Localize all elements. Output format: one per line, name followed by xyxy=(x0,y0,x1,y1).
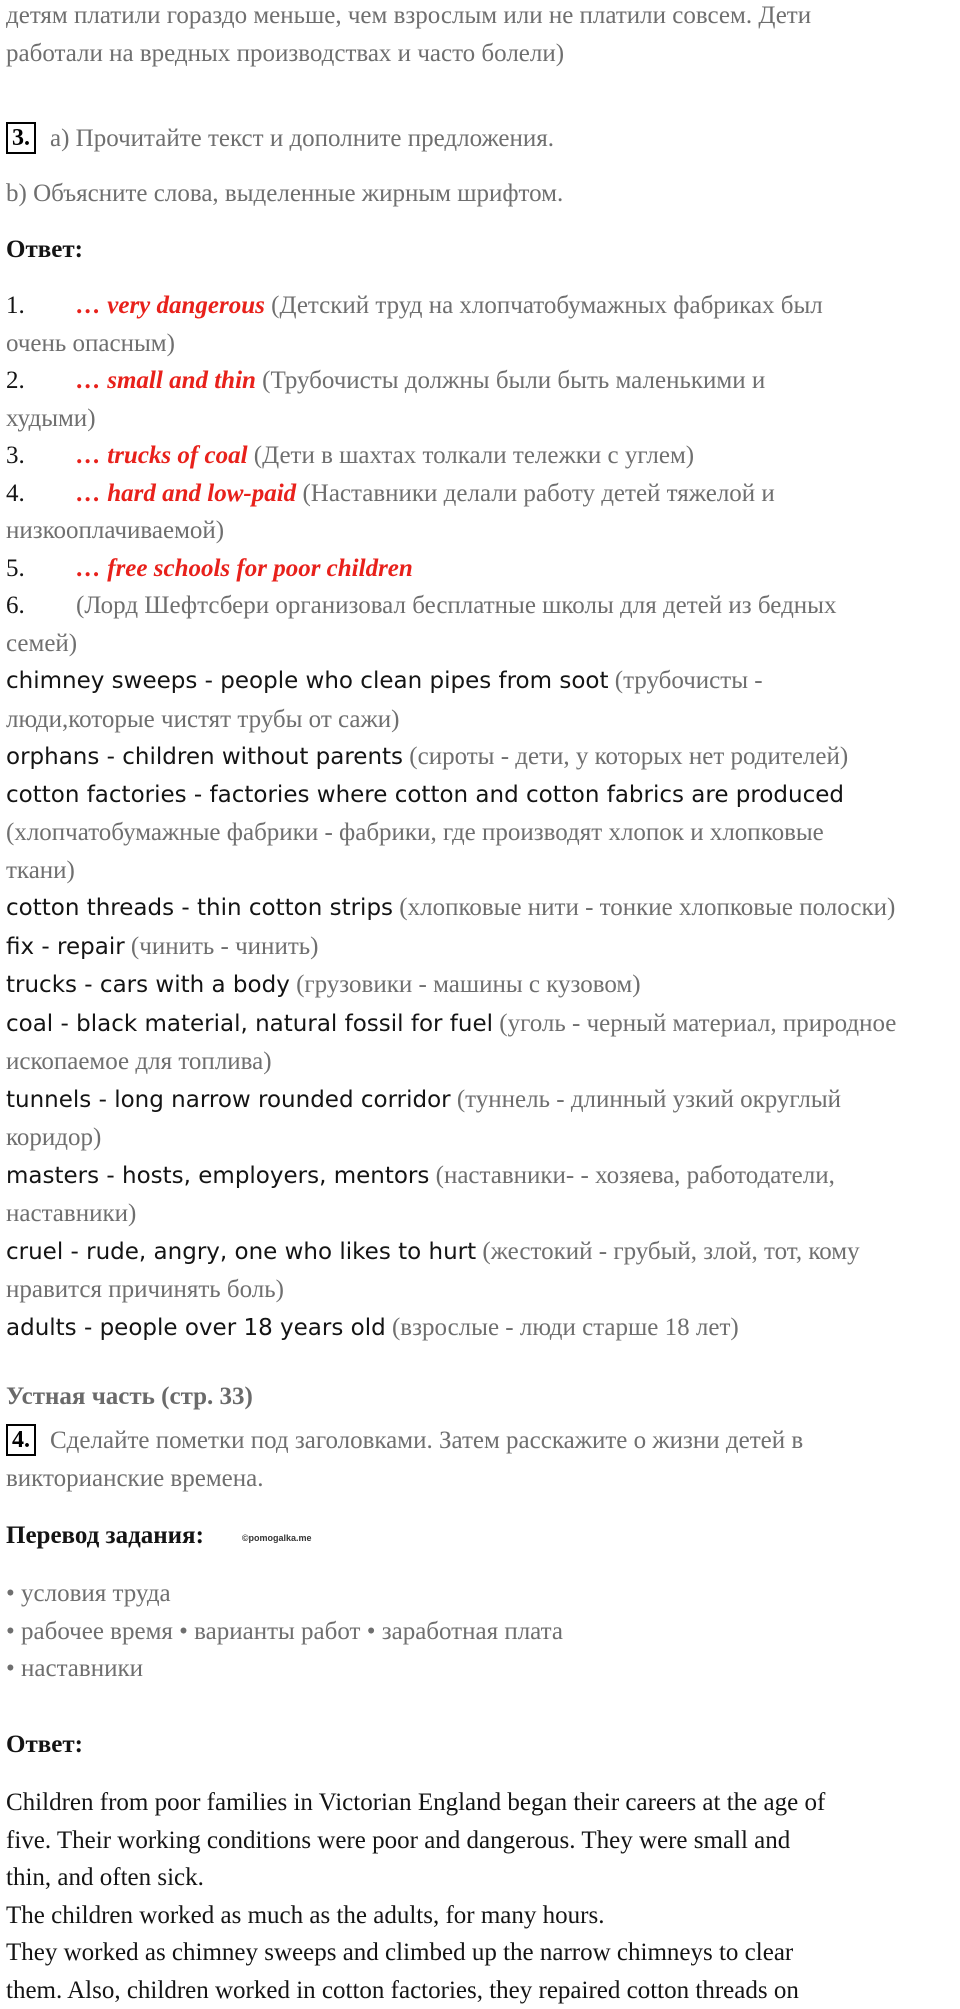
answer-translation-cont: очень опасным) xyxy=(6,325,954,363)
vocab-term: trucks - cars with a body xyxy=(6,972,290,998)
answers-list xyxy=(6,287,954,662)
bullet-line: • условия труда xyxy=(6,1575,563,1613)
answer-phrase: … free schools for poor children xyxy=(76,555,413,582)
task-4-instruction: Сделайте пометки под заголовками. Затем расскажите о жизни детей в xyxy=(50,1427,803,1454)
essay-line: them. Also, children worked in cotton factories, they repaired cotton threads on xyxy=(6,1972,960,2009)
vocab-item xyxy=(6,966,960,1005)
vocab-term: orphans - children without parents xyxy=(6,744,403,770)
task-number-badge: 3. xyxy=(6,122,36,154)
vocab-item xyxy=(6,662,960,738)
answer-item xyxy=(6,587,954,662)
intro-line: детям платили гораздо меньше, чем взрослым или не платили совсем. Дети xyxy=(6,0,811,35)
answer-item xyxy=(6,475,954,550)
vocab-term: cotton threads - thin cotton strips xyxy=(6,895,393,921)
answer-phrase: … trucks of coal xyxy=(76,442,248,469)
vocab-term: masters - hosts, employers, mentors xyxy=(6,1163,429,1189)
essay-line: The children worked as much as the adults, for many hours. xyxy=(6,1897,960,1935)
answer-translation-cont: худыми) xyxy=(6,400,954,438)
vocab-translation-cont: люди,которые чистят трубы от сажи) xyxy=(6,701,960,739)
answer-label: Ответ: xyxy=(6,231,83,269)
intro-paragraph xyxy=(6,0,811,72)
bullet-line: • наставники xyxy=(6,1650,563,1688)
task-4-instruction-cont: викторианские времена. xyxy=(6,1460,954,1498)
answer-translation: (Лорд Шефтсбери организовал бесплатные школы для детей из бедных xyxy=(76,592,836,619)
oral-part-heading: Устная часть (стр. 33) xyxy=(6,1378,253,1416)
answer-phrase: … very dangerous xyxy=(76,292,265,319)
answer-translation: (Дети в шахтах толкали тележки с углем) xyxy=(248,442,695,469)
task-3-instruction-a: a) Прочитайте текст и дополните предложения. xyxy=(50,125,554,152)
vocab-translation-cont: коридор) xyxy=(6,1119,960,1157)
answer-item xyxy=(6,362,954,437)
answer-translation: (Детский труд на хлопчатобумажных фабриках был xyxy=(265,292,823,319)
vocab-translation-cont: ткани) xyxy=(6,852,960,890)
answer-item xyxy=(6,287,954,362)
task-3-instruction-b: b) Объясните слова, выделенные жирным шрифтом. xyxy=(6,175,563,213)
answer-2-label: Ответ: xyxy=(6,1726,83,1764)
answer-translation: (Трубочисты должны были быть маленькими и xyxy=(256,367,765,394)
essay-line: Children from poor families in Victorian England began their careers at the age of xyxy=(6,1784,960,1822)
task-4-header xyxy=(6,1422,954,1497)
answer-number: 4. xyxy=(6,475,76,513)
answer-number: 1. xyxy=(6,287,76,325)
vocab-translation: (чинить - чинить) xyxy=(125,933,319,960)
vocab-term: coal - black material, natural fossil for fuel xyxy=(6,1011,493,1037)
answer-phrase: … hard and low-paid xyxy=(76,480,296,507)
vocab-item xyxy=(6,1233,960,1309)
vocab-translation-cont: ископаемое для топлива) xyxy=(6,1043,960,1081)
answer-number: 2. xyxy=(6,362,76,400)
vocab-translation: (уголь - черный материал, природное xyxy=(493,1010,896,1037)
vocab-translation: (грузовики - машины с кузовом) xyxy=(290,971,641,998)
answer-translation-cont: семей) xyxy=(6,625,954,663)
answer-phrase: … small and thin xyxy=(76,367,256,394)
vocab-translation: (хлопковые нити - тонкие хлопковые полоски) xyxy=(393,894,895,921)
vocab-item xyxy=(6,1005,960,1081)
task-3-header xyxy=(6,120,554,158)
answer-translation-cont: низкооплачиваемой) xyxy=(6,512,954,550)
watermark: ©pomogalka.me xyxy=(242,1533,312,1543)
essay-line: thin, and often sick. xyxy=(6,1859,960,1897)
bullet-list xyxy=(6,1575,563,1688)
answer-number: 3. xyxy=(6,437,76,475)
vocab-translation: (сироты - дети, у которых нет родителей) xyxy=(403,743,848,770)
answer-item xyxy=(6,437,954,475)
vocab-term: adults - people over 18 years old xyxy=(6,1315,386,1341)
answer-translation: (Наставники делали работу детей тяжелой и xyxy=(296,480,775,507)
essay-line: They worked as chimney sweeps and climbed up the narrow chimneys to clear xyxy=(6,1934,960,1972)
vocab-term: chimney sweeps - people who clean pipes from soot xyxy=(6,668,609,694)
intro-line: работали на вредных производствах и часто болели) xyxy=(6,35,811,73)
answer-number: 6. xyxy=(6,587,76,625)
vocab-term: fix - repair xyxy=(6,934,125,960)
vocab-translation-cont: (хлопчатобумажные фабрики - фабрики, где производят хлопок и хлопковые xyxy=(6,814,960,852)
answer-item xyxy=(6,550,954,588)
essay-line: five. Their working conditions were poor and dangerous. They were small and xyxy=(6,1822,960,1860)
translation-label: Перевод задания: xyxy=(6,1522,204,1549)
vocab-translation-cont: наставники) xyxy=(6,1195,960,1233)
answer-number: 5. xyxy=(6,550,76,588)
essay-paragraph xyxy=(6,1784,960,2009)
vocab-term: tunnels - long narrow rounded corridor xyxy=(6,1087,451,1113)
vocab-translation: (туннель - длинный узкий округлый xyxy=(451,1086,841,1113)
task-number-badge: 4. xyxy=(6,1424,36,1456)
vocab-translation: (трубочисты - xyxy=(609,667,763,694)
vocab-item xyxy=(6,777,960,890)
vocab-item xyxy=(6,889,960,928)
vocab-term: cruel - rude, angry, one who likes to hurt xyxy=(6,1239,476,1265)
vocab-item xyxy=(6,1309,960,1348)
vocab-item xyxy=(6,928,960,967)
vocab-translation-cont: нравится причинять боль) xyxy=(6,1271,960,1309)
vocab-item xyxy=(6,1157,960,1233)
vocabulary-list xyxy=(6,662,960,1347)
vocab-item xyxy=(6,1081,960,1157)
bullet-line: • рабочее время • варианты работ • заработная плата xyxy=(6,1613,563,1651)
vocab-item xyxy=(6,738,960,777)
vocab-translation: (взрослые - люди старше 18 лет) xyxy=(386,1314,739,1341)
vocab-translation: (жестокий - грубый, злой, тот, кому xyxy=(476,1238,859,1265)
vocab-translation: (наставники- - хозяева, работодатели, xyxy=(429,1162,834,1189)
vocab-term: cotton factories - factories where cotton and cotton fabrics are produced xyxy=(6,782,844,808)
